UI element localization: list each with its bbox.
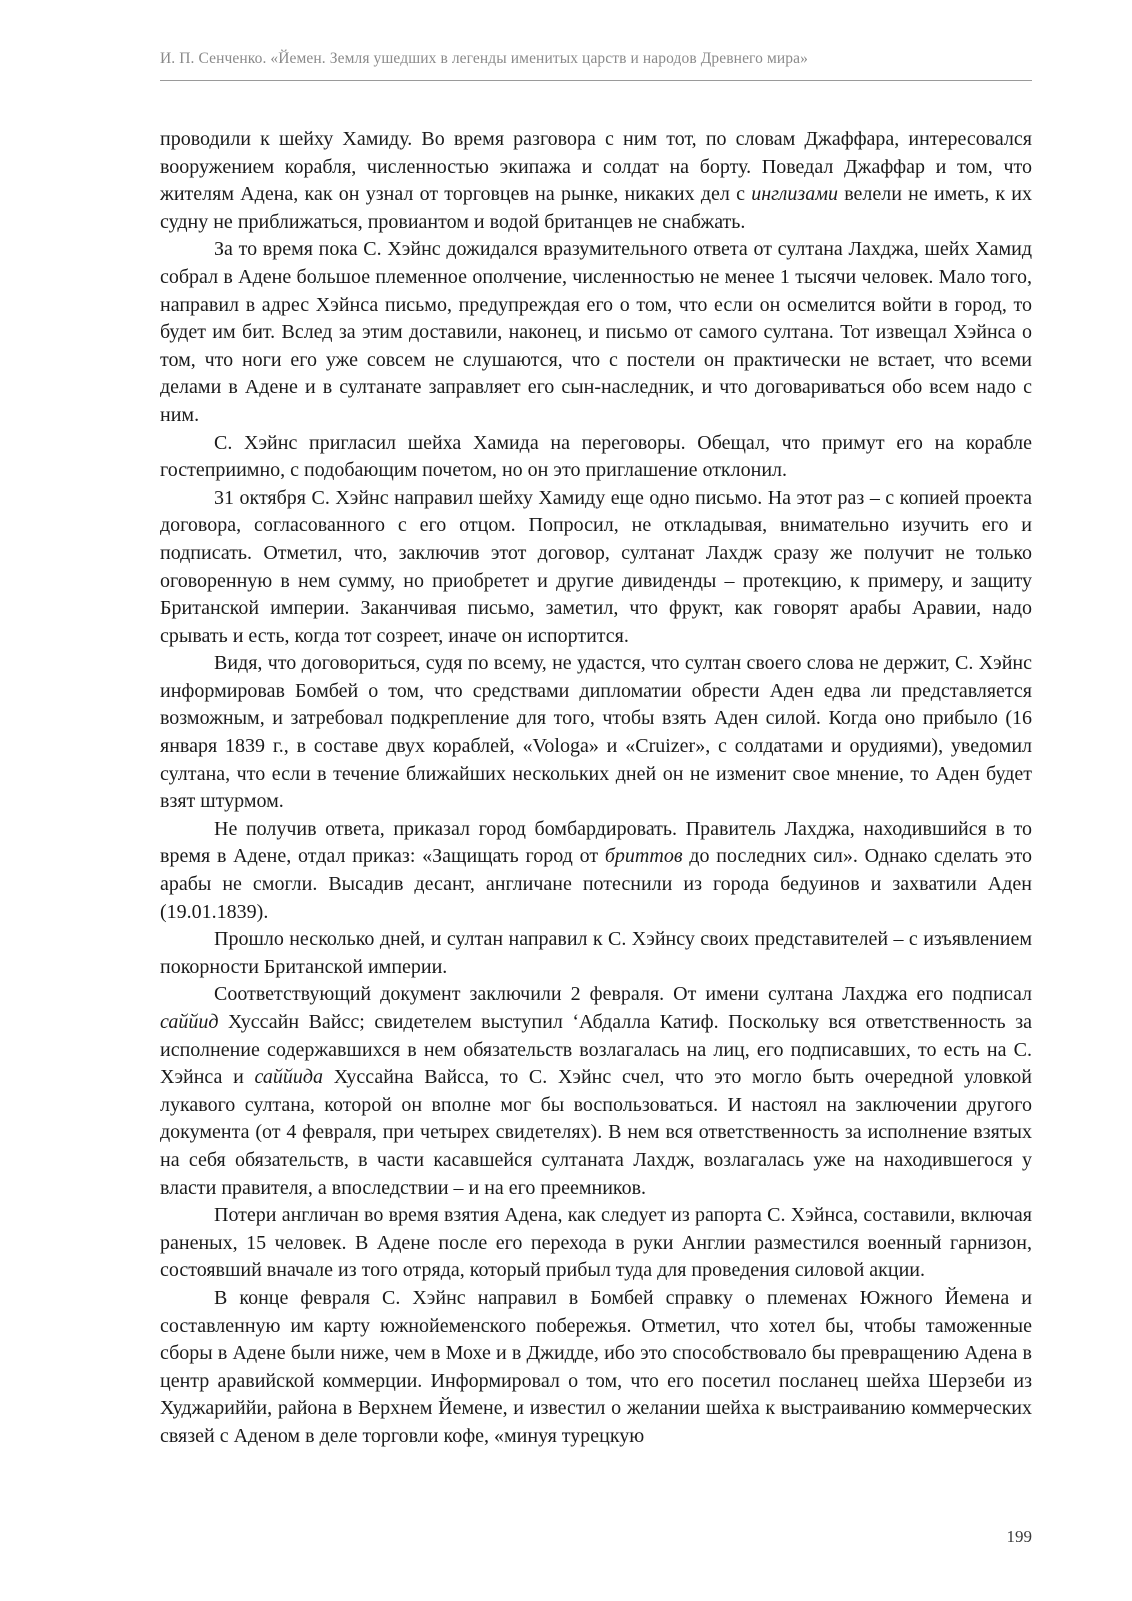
paragraph-text: Хуссайн Вайсс; свидетелем выступил ‘Абдалла Катиф. Поскольку вся ответственность за исполнение содержавшихся в нем обязательств возлагалась на лиц, его подписавших, то есть на С. Хэйнса и xyxy=(160,1011,1032,1089)
body-paragraph xyxy=(160,650,1032,816)
body-paragraph xyxy=(160,1202,1032,1285)
paragraph-text: проводили к шейху Хамиду. Во время разговора с ним тот, по словам Джаффара, интересовался вооружением корабля, численностью экипажа и солдат на борту. Поведал Джаффар и том, что жителям Адена, как он узнал от торговцев на рынке, никаких дел с xyxy=(160,128,1032,206)
italic-term: бриттов xyxy=(604,845,683,868)
running-header: И. П. Сенченко. «Йемен. Земля ушедших в легенды именитых царств и народов Древнего мира» xyxy=(160,50,808,67)
body-paragraph xyxy=(160,926,1032,981)
body-paragraph xyxy=(160,1285,1032,1451)
body-paragraph xyxy=(160,236,1032,429)
paragraph-text: Потери англичан во время взятия Адена, как следует из рапорта С. Хэйнса, составили, включая раненых, 15 человек. В Адене после его перехода в руки Англии разместился военный гарнизон, состоявший вначале из того отряда, который прибыл туда для проведения силовой акции. xyxy=(160,1204,1032,1282)
body-paragraph xyxy=(160,126,1032,236)
paragraph-text: За то время пока С. Хэйнс дожидался вразумительного ответа от султана Лахджа, шейх Хамид собрал в Адене большое племенное ополчение, численностью не менее 1 тысячи человек. Мало того, направил в адрес Хэйнса письмо, предупреждая его о том, что если он осмелится войти в город, то будет им бит. Вслед за этим доставили, наконец, и письмо от самого султана. Тот извещал Хэйнса о том, что ноги его уже совсем не слушаются, что с постели он практически не встает, что всеми делами в Адене и в султанате заправляет его сын-наследник, и что договариваться обо всем надо с ним. xyxy=(160,238,1032,426)
body-paragraph xyxy=(160,485,1032,651)
paragraph-text: Хуссайна Вайсса, то С. Хэйнс счел, что это могло быть очередной уловкой лукавого султана, которой он вполне мог бы воспользоваться. И настоял на заключении другого документа (от 4 февраля, при четырех свидетелях). В нем вся ответственность за исполнение взятых на себя обязательств, в части касавшейся султаната Лахдж, возлагалась уже на находившегося у власти правителя, а впоследствии – и на его преемников. xyxy=(160,1066,1032,1199)
paragraph-text: Соответствующий документ заключили 2 февраля. От имени султана Лахджа его подписал xyxy=(214,983,1032,1006)
paragraph-text: С. Хэйнс пригласил шейха Хамида на переговоры. Обещал, что примут его на корабле гостеприимно, с подобающим почетом, но он это приглашение отклонил. xyxy=(160,431,1032,482)
page-number: 199 xyxy=(1006,1527,1032,1546)
body-paragraph xyxy=(160,816,1032,926)
paragraph-text: велели не иметь, к их судну не приближаться, провиантом и водой британцев не снабжать. xyxy=(160,183,1032,233)
paragraph-text: до последних сил». Однако сделать это арабы не смогли. Высадив десант, англичане потеснили из города бедуинов и захватили Аден (19.01.1839). xyxy=(160,845,1032,923)
paragraph-text: Видя, что договориться, судя по всему, не удастся, что султан своего слова не держит, С. Хэйнс информировав Бомбей о том, что средствами дипломатии обрести Аден едва ли представляется возможным, и затребовал подкрепление для того, чтобы взять Аден силой. Когда оно прибыло (16 января 1839 г., в составе двух кораблей, «Vologa» и «Cruizer», с солдатами и орудиями), уведомил султана, что если в течение ближайших нескольких дней он не изменит свое мнение, то Аден будет взят штурмом. xyxy=(160,652,1032,813)
body-text xyxy=(160,126,1032,1451)
italic-term: саййид xyxy=(160,1011,219,1033)
paragraph-text: Прошло несколько дней, и султан направил к С. Хэйнсу своих представителей – с изъявлением покорности Британской империи. xyxy=(160,928,1032,978)
italic-term: инглизами xyxy=(751,183,838,206)
paragraph-text: 31 октября С. Хэйнс направил шейху Хамиду еще одно письмо. На этот раз – с копией проекта договора, согласованного с его отцом. Попросил, не откладывая, внимательно изучить его и подписать. Отметил, что, заключив этот договор, султанат Лахдж сразу же получит не только оговоренную в нем сумму, но приобретет и другие дивиденды – протекцию, к примеру, и защиту Британской империи. Заканчивая письмо, заметил, что фрукт, как говорят арабы Аравии, надо срывать и есть, когда тот созреет, иначе он испортится. xyxy=(160,486,1032,647)
paragraph-text: Не получив ответа, приказал город бомбардировать. Правитель Лахджа, находившийся в то время в Адене, отдал приказ: «Защищать город от xyxy=(160,817,1032,868)
body-paragraph xyxy=(160,981,1032,1202)
body-paragraph xyxy=(160,430,1032,485)
header-rule xyxy=(160,80,1032,81)
paragraph-text: В конце февраля С. Хэйнс направил в Бомбей справку о племенах Южного Йемена и составленную им карту южнойеменского побережья. Отметил, что хотел бы, чтобы таможенные сборы в Адене были ниже, чем в Мохе и в Джидде, ибо это способствовало бы превращению Адена в центр аравийской коммерции. Информировал о том, что его посетил посланец шейха Шерзеби из Худжариййи, района в Верхнем Йемене, и известил о желании шейха к выстраиванию коммерческих связей с Аденом в деле торговли кофе, «минуя турецкую xyxy=(160,1286,1032,1447)
italic-term: саййида xyxy=(254,1066,324,1089)
